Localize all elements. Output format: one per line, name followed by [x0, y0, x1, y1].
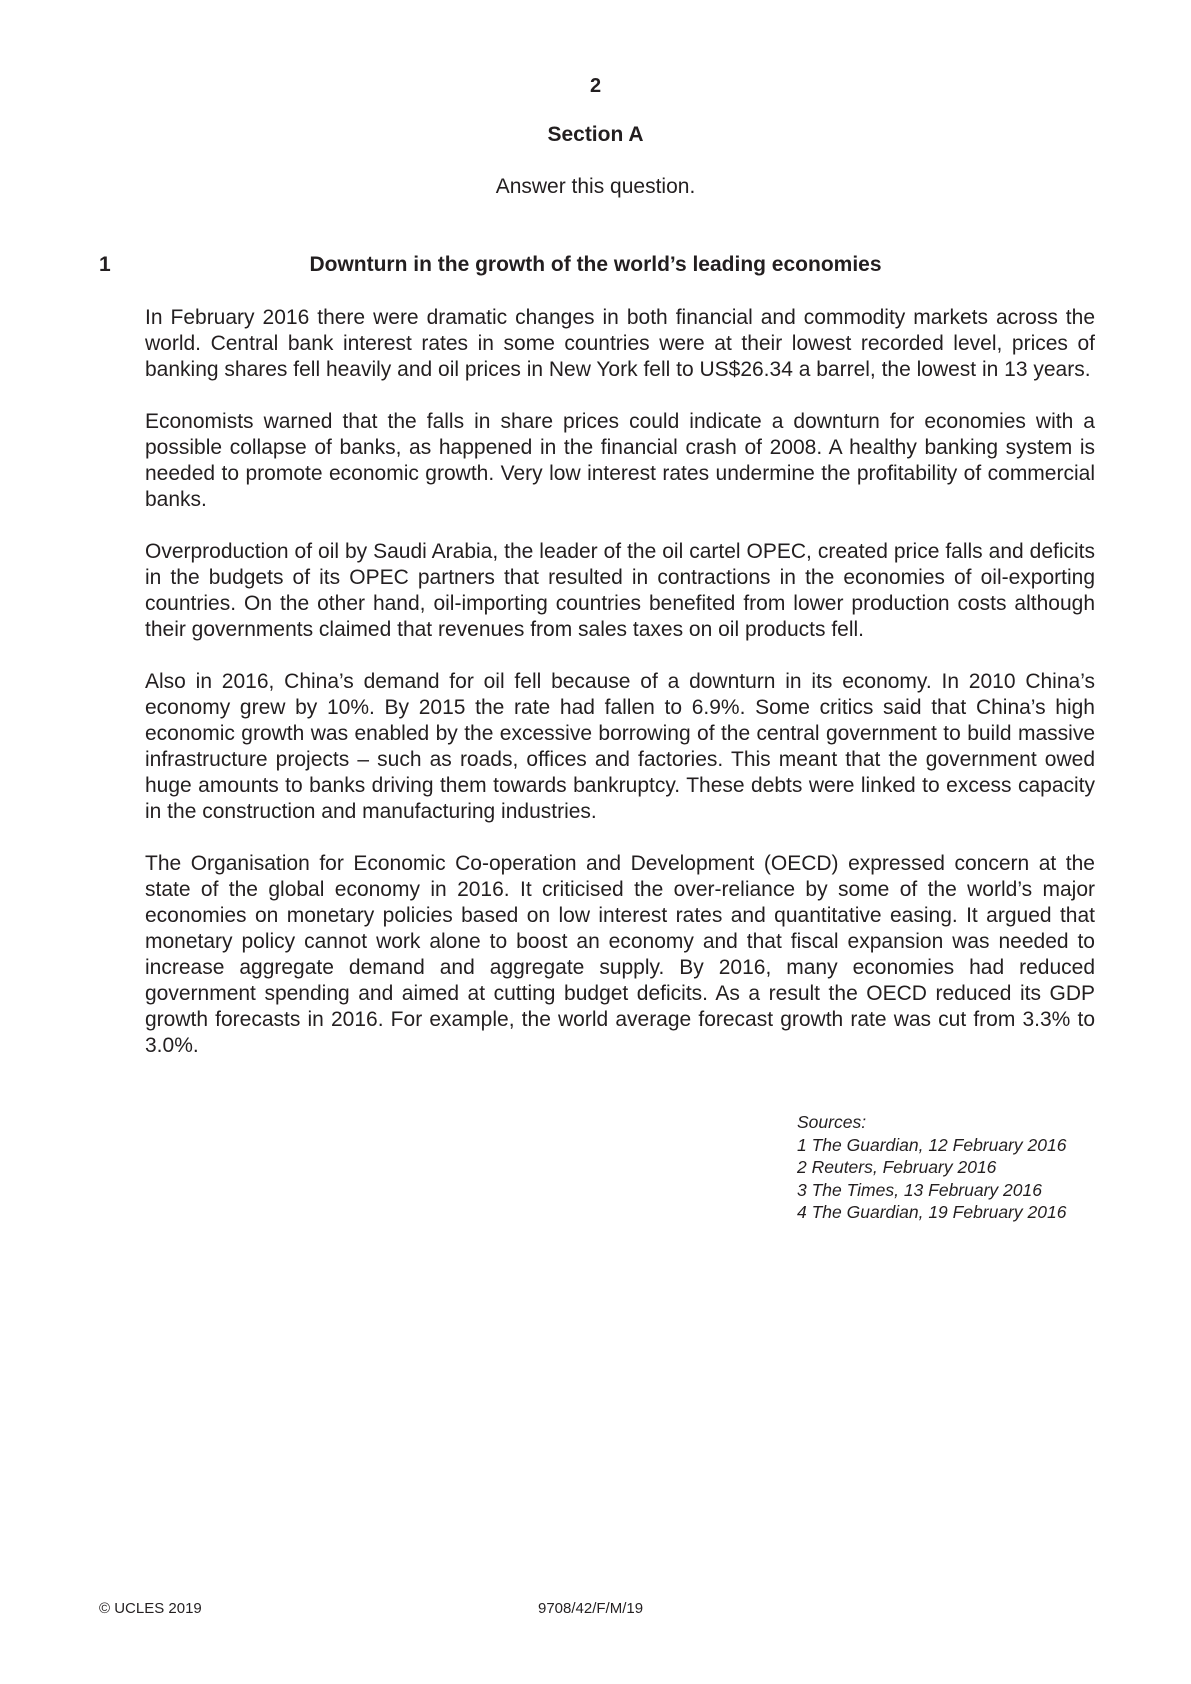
question-number: 1: [99, 253, 111, 276]
page-number: 2: [589, 75, 602, 97]
source-item-3: 3 The Times, 13 February 2016: [797, 1179, 1042, 1200]
footer-paper-code: 9708/42/F/M/19: [538, 1600, 644, 1617]
paragraph-5: The Organisation for Economic Co-operation and Development (OECD) expressed concern at the state of the global economy in 2016. It criticised the over-reliance by some of the world’s major economies on monetary policies based on low interest rates and quantitative easing. It argued that monetary policy cannot work alone to boost an economy and that fiscal expansion was needed to increase aggregate demand and aggregate supply. By 2016, many economies had reduced government spending and aimed at cutting budget deficits. As a result the OECD reduced its GDP growth forecasts in 2016. For example, the world average forecast growth rate was cut from 3.3% to 3.0%.: [145, 852, 1095, 1057]
source-item-1: 1 The Guardian, 12 February 2016: [797, 1134, 1067, 1155]
paragraph-4: Also in 2016, China’s demand for oil fell because of a downturn in its economy. In 2010 China’s economy grew by 10%. By 2015 the rate had fallen to 6.9%. Some critics said that China’s high economic growth was enabled by the excessive borrowing of the central government to build massive infrastructure projects – such as roads, offices and factories. This meant that the government owed huge amounts to banks driving them towards bankruptcy. These debts were linked to excess capacity in the construction and manufacturing industries.: [145, 670, 1095, 823]
source-item-4: 4 The Guardian, 19 February 2016: [797, 1202, 1067, 1222]
source-item-2: 2 Reuters, February 2016: [797, 1157, 997, 1177]
sources-heading: Sources:: [797, 1112, 867, 1132]
instruction-text: Answer this question.: [495, 175, 696, 198]
paragraph-1: In February 2016 there were dramatic changes in both financial and commodity markets across the world. Central bank interest rates in some countries were at their lowest recorded level, prices of banking shares fell heavily and oil prices in New York fell to US$26.34 a barrel, the lowest in 13 years.: [145, 306, 1095, 381]
paragraph-3: Overproduction of oil by Saudi Arabia, the leader of the oil cartel OPEC, created price falls and deficits in the budgets of its OPEC partners that resulted in contractions in the economies of oil-exporting countries. On the other hand, oil-importing countries benefited from lower production costs although their governments claimed that revenues from sales taxes on oil products fell.: [145, 540, 1095, 641]
sources-block: [797, 1111, 1066, 1224]
section-title: Section A: [547, 123, 644, 146]
question-title: Downturn in the growth of the world’s leading economies: [309, 253, 882, 276]
paragraph-2: Economists warned that the falls in share prices could indicate a downturn for economies with a possible collapse of banks, as happened in the financial crash of 2008. A healthy banking system is needed to promote economic growth. Very low interest rates undermine the profitability of commercial banks.: [145, 410, 1095, 511]
question-body: [145, 305, 1095, 1085]
footer-copyright: © UCLES 2019: [99, 1600, 202, 1617]
